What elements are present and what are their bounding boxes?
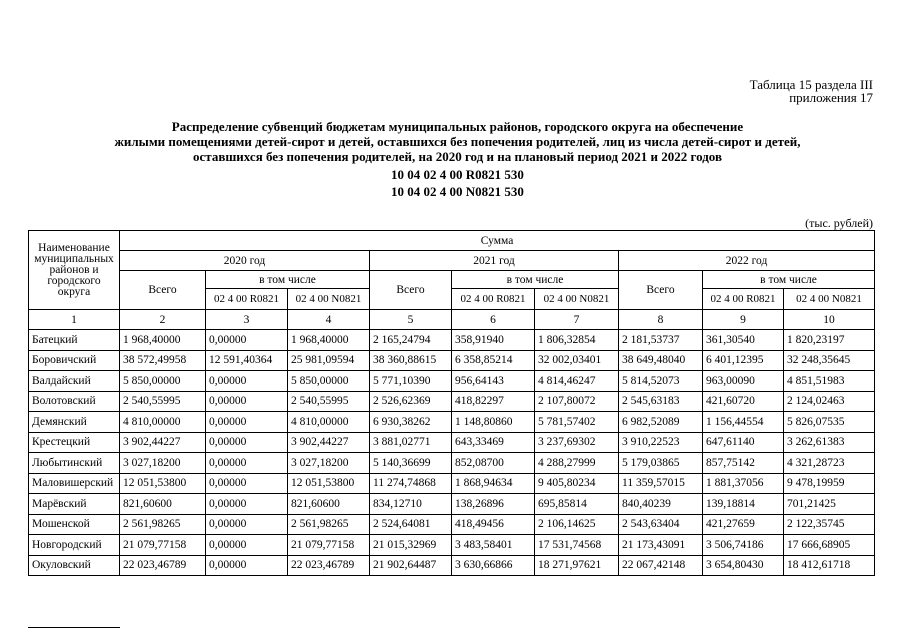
document-title (40, 119, 875, 164)
n0821-2022-cell: 9 478,19959 (784, 473, 875, 494)
total-2022-cell: 3 910,22523 (619, 432, 703, 453)
r0821-2021-cell: 1 148,80860 (452, 412, 535, 433)
including-header-2020: в том числе (206, 271, 370, 289)
municipality-name-cell: Батецкий (29, 330, 120, 351)
n0821-2022-cell: 3 262,61383 (784, 432, 875, 453)
n0821-2020-cell: 3 902,44227 (288, 432, 370, 453)
municipality-name-cell: Окуловский (29, 555, 120, 576)
n0821-2021-cell: 4 288,27999 (535, 453, 619, 474)
total-2022-cell: 38 649,48040 (619, 350, 703, 371)
total-2020-cell: 821,60600 (120, 494, 206, 515)
table-row (29, 494, 875, 515)
table-row (29, 473, 875, 494)
n0821-2022-cell: 2 124,02463 (784, 391, 875, 412)
r0821-2020-cell: 0,00000 (206, 432, 288, 453)
r0821-2022-cell: 421,60720 (703, 391, 784, 412)
code-n-header-2022: 02 4 00 N0821 (784, 289, 875, 310)
table-row (29, 371, 875, 392)
n0821-2022-cell: 18 412,61718 (784, 555, 875, 576)
total-2021-cell: 2 526,62369 (370, 391, 452, 412)
column-number: 3 (206, 310, 288, 330)
table-row (29, 330, 875, 351)
code-r-header-2021: 02 4 00 R0821 (452, 289, 535, 310)
r0821-2022-cell: 361,30540 (703, 330, 784, 351)
r0821-2021-cell: 6 358,85214 (452, 350, 535, 371)
total-2021-cell: 2 165,24794 (370, 330, 452, 351)
total-2022-cell: 21 173,43091 (619, 535, 703, 556)
n0821-2020-cell: 25 981,09594 (288, 350, 370, 371)
code-n-header-2021: 02 4 00 N0821 (535, 289, 619, 310)
title-line-3: оставшихся без попечения родителей, на 2020 год и на плановый период 2021 и 2022 годов (193, 149, 722, 164)
reference-line-2: приложения 17 (789, 90, 873, 105)
year-2022-header: 2022 год (619, 251, 875, 271)
r0821-2021-cell: 418,82297 (452, 391, 535, 412)
total-2021-cell: 5 140,36699 (370, 453, 452, 474)
municipality-name-cell: Новгородский (29, 535, 120, 556)
n0821-2020-cell: 821,60600 (288, 494, 370, 515)
r0821-2020-cell: 0,00000 (206, 371, 288, 392)
r0821-2021-cell: 418,49456 (452, 514, 535, 535)
code-r-header-2020: 02 4 00 R0821 (206, 289, 288, 310)
r0821-2020-cell: 0,00000 (206, 514, 288, 535)
n0821-2022-cell: 5 826,07535 (784, 412, 875, 433)
total-2020-cell: 4 810,00000 (120, 412, 206, 433)
total-2020-cell: 3 027,18200 (120, 453, 206, 474)
r0821-2021-cell: 956,64143 (452, 371, 535, 392)
n0821-2021-cell: 2 106,14625 (535, 514, 619, 535)
table-row (29, 514, 875, 535)
municipality-name-cell: Маловишерский (29, 473, 120, 494)
budget-code-2: 10 04 02 4 00 N0821 530 (391, 184, 524, 199)
n0821-2020-cell: 5 850,00000 (288, 371, 370, 392)
n0821-2022-cell: 4 851,51983 (784, 371, 875, 392)
total-2022-cell: 2 543,63404 (619, 514, 703, 535)
n0821-2022-cell: 2 122,35745 (784, 514, 875, 535)
units-label: (тыс. рублей) (805, 216, 873, 230)
table-row (29, 412, 875, 433)
r0821-2021-cell: 3 630,66866 (452, 555, 535, 576)
total-2020-cell: 3 902,44227 (120, 432, 206, 453)
n0821-2022-cell: 17 666,68905 (784, 535, 875, 556)
column-number: 1 (29, 310, 120, 330)
r0821-2020-cell: 0,00000 (206, 535, 288, 556)
column-number: 9 (703, 310, 784, 330)
n0821-2021-cell: 17 531,74568 (535, 535, 619, 556)
subsidy-table (28, 230, 875, 576)
n0821-2020-cell: 3 027,18200 (288, 453, 370, 474)
municipality-name-cell: Боровичский (29, 350, 120, 371)
n0821-2022-cell: 32 248,35645 (784, 350, 875, 371)
sum-header: Сумма (120, 231, 875, 251)
r0821-2020-cell: 12 591,40364 (206, 350, 288, 371)
total-2020-cell: 21 079,77158 (120, 535, 206, 556)
total-2020-cell: 1 968,40000 (120, 330, 206, 351)
municipality-name-cell: Любытинский (29, 453, 120, 474)
r0821-2022-cell: 139,18814 (703, 494, 784, 515)
n0821-2020-cell: 4 810,00000 (288, 412, 370, 433)
n0821-2020-cell: 21 079,77158 (288, 535, 370, 556)
municipality-name-cell: Марёвский (29, 494, 120, 515)
r0821-2022-cell: 1 881,37056 (703, 473, 784, 494)
budget-code-1: 10 04 02 4 00 R0821 530 (391, 167, 524, 182)
r0821-2022-cell: 647,61140 (703, 432, 784, 453)
total-2022-cell: 22 067,42148 (619, 555, 703, 576)
r0821-2020-cell: 0,00000 (206, 555, 288, 576)
total-2021-cell: 21 015,32969 (370, 535, 452, 556)
code-r-header-2022: 02 4 00 R0821 (703, 289, 784, 310)
n0821-2021-cell: 4 814,46247 (535, 371, 619, 392)
table-row (29, 432, 875, 453)
reference-line-1: Таблица 15 раздела III (749, 77, 873, 92)
column-number: 8 (619, 310, 703, 330)
year-2021-header: 2021 год (370, 251, 619, 271)
n0821-2022-cell: 701,21425 (784, 494, 875, 515)
n0821-2022-cell: 1 820,23197 (784, 330, 875, 351)
column-number: 7 (535, 310, 619, 330)
table-row (29, 555, 875, 576)
r0821-2020-cell: 0,00000 (206, 453, 288, 474)
n0821-2020-cell: 22 023,46789 (288, 555, 370, 576)
title-line-1: Распределение субвенций бюджетам муниципальных районов, городского округа на обеспечение (171, 119, 744, 134)
table-row (29, 535, 875, 556)
n0821-2020-cell: 2 540,55995 (288, 391, 370, 412)
n0821-2021-cell: 18 271,97621 (535, 555, 619, 576)
n0821-2020-cell: 1 968,40000 (288, 330, 370, 351)
footnote-divider (28, 627, 120, 628)
n0821-2020-cell: 2 561,98265 (288, 514, 370, 535)
table-row (29, 453, 875, 474)
total-2021-cell: 38 360,88615 (370, 350, 452, 371)
r0821-2022-cell: 963,00090 (703, 371, 784, 392)
r0821-2022-cell: 3 654,80430 (703, 555, 784, 576)
total-2022-cell: 5 814,52073 (619, 371, 703, 392)
total-2020-cell: 22 023,46789 (120, 555, 206, 576)
total-2020-cell: 12 051,53800 (120, 473, 206, 494)
column-number-row (29, 310, 875, 330)
n0821-2021-cell: 695,85814 (535, 494, 619, 515)
n0821-2021-cell: 32 002,03401 (535, 350, 619, 371)
r0821-2020-cell: 0,00000 (206, 330, 288, 351)
total-2022-cell: 840,40239 (619, 494, 703, 515)
municipality-name-cell: Валдайский (29, 371, 120, 392)
r0821-2022-cell: 421,27659 (703, 514, 784, 535)
n0821-2022-cell: 4 321,28723 (784, 453, 875, 474)
r0821-2022-cell: 857,75142 (703, 453, 784, 474)
municipality-name-cell: Мошенской (29, 514, 120, 535)
column-number: 4 (288, 310, 370, 330)
code-n-header-2020: 02 4 00 N0821 (288, 289, 370, 310)
total-2022-cell: 2 545,63183 (619, 391, 703, 412)
total-2021-cell: 11 274,74868 (370, 473, 452, 494)
title-line-2: жилыми помещениями детей-сирот и детей, оставшихся без попечения родителей, лиц из числа детей-сирот и детей, (114, 134, 801, 149)
r0821-2020-cell: 0,00000 (206, 391, 288, 412)
r0821-2022-cell: 6 401,12395 (703, 350, 784, 371)
total-header-2022: Всего (619, 271, 703, 310)
total-header-2020: Всего (120, 271, 206, 310)
r0821-2021-cell: 138,26896 (452, 494, 535, 515)
column-number: 5 (370, 310, 452, 330)
total-2020-cell: 5 850,00000 (120, 371, 206, 392)
n0821-2020-cell: 12 051,53800 (288, 473, 370, 494)
total-2022-cell: 5 179,03865 (619, 453, 703, 474)
total-header-2021: Всего (370, 271, 452, 310)
including-header-2022: в том числе (703, 271, 875, 289)
total-2021-cell: 834,12710 (370, 494, 452, 515)
column-number: 10 (784, 310, 875, 330)
r0821-2021-cell: 3 483,58401 (452, 535, 535, 556)
r0821-2021-cell: 643,33469 (452, 432, 535, 453)
total-2022-cell: 6 982,52089 (619, 412, 703, 433)
total-2020-cell: 2 561,98265 (120, 514, 206, 535)
r0821-2021-cell: 852,08700 (452, 453, 535, 474)
municipality-name-header: Наименование муниципальных районов и городского округа (29, 231, 120, 310)
r0821-2020-cell: 0,00000 (206, 494, 288, 515)
r0821-2020-cell: 0,00000 (206, 473, 288, 494)
total-2021-cell: 3 881,02771 (370, 432, 452, 453)
total-2021-cell: 2 524,64081 (370, 514, 452, 535)
including-header-2021: в том числе (452, 271, 619, 289)
total-2021-cell: 6 930,38262 (370, 412, 452, 433)
n0821-2021-cell: 1 806,32854 (535, 330, 619, 351)
total-2020-cell: 38 572,49958 (120, 350, 206, 371)
total-2022-cell: 2 181,53737 (619, 330, 703, 351)
r0821-2021-cell: 358,91940 (452, 330, 535, 351)
n0821-2021-cell: 3 237,69302 (535, 432, 619, 453)
r0821-2021-cell: 1 868,94634 (452, 473, 535, 494)
column-number: 2 (120, 310, 206, 330)
municipality-name-cell: Демянский (29, 412, 120, 433)
year-2020-header: 2020 год (120, 251, 370, 271)
column-number: 6 (452, 310, 535, 330)
table-row (29, 391, 875, 412)
r0821-2020-cell: 0,00000 (206, 412, 288, 433)
total-2021-cell: 5 771,10390 (370, 371, 452, 392)
table-reference (750, 78, 873, 104)
n0821-2021-cell: 2 107,80072 (535, 391, 619, 412)
n0821-2021-cell: 5 781,57402 (535, 412, 619, 433)
municipality-name-cell: Волотовский (29, 391, 120, 412)
n0821-2021-cell: 9 405,80234 (535, 473, 619, 494)
table-row (29, 350, 875, 371)
r0821-2022-cell: 3 506,74186 (703, 535, 784, 556)
municipality-name-cell: Крестецкий (29, 432, 120, 453)
total-2020-cell: 2 540,55995 (120, 391, 206, 412)
total-2021-cell: 21 902,64487 (370, 555, 452, 576)
total-2022-cell: 11 359,57015 (619, 473, 703, 494)
r0821-2022-cell: 1 156,44554 (703, 412, 784, 433)
